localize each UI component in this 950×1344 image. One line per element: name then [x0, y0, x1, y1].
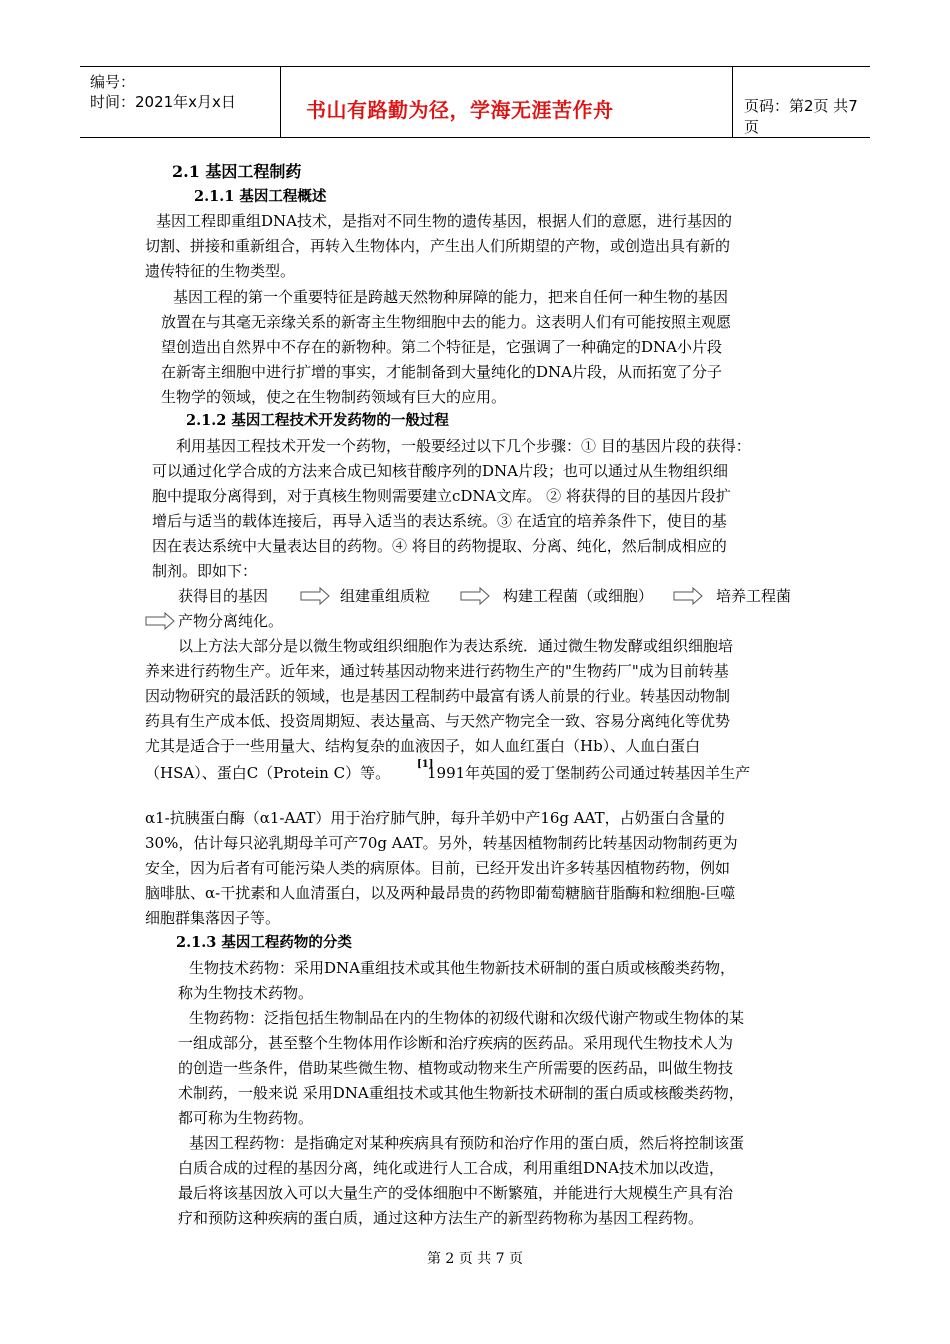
paragraph-line: 尤其是适合于一些用量大、结构复杂的血液因子，如人血红蛋白（Hb）、人血白蛋白 [145, 737, 701, 755]
paragraph-line: 利用基因工程技术开发一个药物，一般要经过以下几个步骤：① 目的基因片段的获得： [176, 437, 751, 455]
paragraph-line: 的创造一些条件，借助某些微生物、植物或动物来生产所需要的医药品，叫做生物技 [178, 1059, 734, 1077]
paragraph-line: 制剂。即如下： [152, 562, 258, 580]
paragraph-line: 胞中提取分离得到，对于真核生物则需要建立cDNA文库。 ② 将获得的目的基因片段扩 [152, 487, 731, 505]
header-page-cell [732, 67, 870, 137]
time-label: 时间：2021年x月x日 [90, 93, 236, 111]
flow-step-5: 产物分离纯化。 [178, 612, 284, 630]
paragraph-line: 最后将该基因放入可以大量生产的受体细胞中不断繁殖，并能进行大规模生产具有治 [178, 1184, 734, 1202]
flow-step-2: 组建重组质粒 [340, 587, 431, 605]
paragraph-line: （HSA）、蛋白C（Protein C）等。 [145, 764, 391, 782]
paragraph-line: 1991年英国的爱丁堡制药公司通过转基因羊生产 [427, 764, 751, 782]
paragraph-line: 因在表达系统中大量表达目的药物。④ 将目的药物提取、分离、纯化，然后制成相应的 [152, 537, 727, 555]
header-left-cell [80, 67, 281, 137]
paragraph-line: 生物技术药物：采用DNA重组技术或其他生物新技术研制的蛋白质或核酸类药物， [189, 959, 735, 977]
paragraph-line: 切割、拼接和重新组合，再转入生物体内，产生出人们所期望的产物，或创造出具有新的 [145, 237, 731, 255]
page-label: 页码：第2页 共7页 [744, 97, 858, 136]
paragraph-line: 生物学的领域，使之在生物制药领域有巨大的应用。 [161, 388, 507, 406]
paragraph-line: 可以通过化学合成的方法来合成已知核苷酸序列的DNA片段；也可以通过从生物组织细 [152, 462, 728, 480]
paragraph-line: 术制药，一般来说 采用DNA重组技术或其他生物新技术研制的蛋白质或核酸类药物， [178, 1084, 744, 1102]
paragraph-line: 基因工程即重组DNA技术，是指对不同生物的遗传基因，根据人们的意愿，进行基因的 [156, 212, 732, 230]
paragraph-line: 30%，估计每只泌乳期母羊可产70g AAT。另外，转基因植物制药比转基因动物制药更为 [145, 834, 738, 852]
paragraph-line: 一组成部分，甚至整个生物体用作诊断和治疗疾病的医药品。采用现代生物技术人为 [178, 1034, 734, 1052]
paragraph-line: 以上方法大部分是以微生物或组织细胞作为表达系统．通过微生物发酵或组织细胞培 [178, 637, 734, 655]
header-table [80, 66, 870, 138]
paragraph-line: 脑啡肽、α-干扰素和人血清蛋白，以及两种最昂贵的药物即葡萄糖脑苷脂酶和粒细胞-巨噬 [145, 884, 736, 902]
paragraph-line: 放置在与其毫无亲缘关系的新寄主生物细胞中去的能力。这表明人们有可能按照主观愿 [161, 313, 732, 331]
paragraph-line: 生物药物：泛指包括生物制品在内的生物体的初级代谢和次级代谢产物或生物体的某 [189, 1009, 745, 1027]
section-heading-2-1: 2.1 基因工程制药 [172, 162, 302, 181]
right-arrow-icon [145, 612, 175, 630]
flow-step-3: 构建工程菌（或细胞） [503, 587, 654, 605]
paragraph-line: 称为生物技术药物。 [178, 984, 314, 1002]
paragraph-line: 都可称为生物药物。 [178, 1109, 314, 1127]
paragraph-line: 安全，因为后者有可能污染人类的病原体。目前，已经开发出许多转基因植物药物，例如 [145, 859, 731, 877]
paragraph-line: 在新寄主细胞中进行扩增的事实，才能制备到大量纯化的DNA片段，从而拓宽了分子 [161, 363, 722, 381]
subsection-heading-2-1-3: 2.1.3 基因工程药物的分类 [176, 934, 352, 951]
paragraph-line: 白质合成的过程的基因分离，纯化或进行人工合成，利用重组DNA技术加以改造， [178, 1159, 724, 1177]
header-motto-cell [280, 67, 733, 137]
right-arrow-icon [300, 587, 330, 605]
paragraph-line: 增后与适当的载体连接后，再导入适当的表达系统。③ 在适宜的培养条件下，使目的基 [152, 512, 727, 530]
paragraph-line: 望创造出自然界中不存在的新物种。第二个特征是，它强调了一种确定的DNA小片段 [161, 338, 722, 356]
paragraph-line: 药具有生产成本低、投资周期短、表达量高、与天然产物完全一致、容易分离纯化等优势 [145, 712, 731, 730]
paragraph-line: 因动物研究的最活跃的领域，也是基因工程制药中最富有诱人前景的行业。转基因动物制 [145, 687, 731, 705]
citation-mark: [1] [417, 759, 434, 770]
paragraph-line: 遗传特征的生物类型。 [145, 262, 296, 280]
subsection-heading-2-1-1: 2.1.1 基因工程概述 [194, 188, 327, 205]
subsection-heading-2-1-2: 2.1.2 基因工程技术开发药物的一般过程 [186, 412, 449, 429]
motto: 书山有路勤为径，学海无涯苦作舟 [306, 98, 614, 122]
paragraph-line: α1-抗胰蛋白酶（α1-AAT）用于治疗肺气肿，每升羊奶中产16g AAT，占奶蛋白含量的 [145, 809, 725, 827]
paragraph-line: 疗和预防这种疾病的蛋白质，通过这种方法生产的新型药物称为基因工程药物。 [178, 1209, 704, 1227]
number-label: 编号： [90, 73, 136, 91]
flow-step-1: 获得目的基因 [178, 587, 269, 605]
paragraph-line: 养来进行药物生产。近年来，通过转基因动物来进行药物生产的"生物药厂"成为目前转基 [145, 662, 729, 680]
page-footer: 第 2 页 共 7 页 [426, 1251, 524, 1267]
paragraph-line: 基因工程的第一个重要特征是跨越天然物种屏障的能力，把来自任何一种生物的基因 [173, 288, 729, 306]
paragraph-line: 基因工程药物：是指确定对某种疾病具有预防和治疗作用的蛋白质，然后将控制该蛋 [189, 1134, 745, 1152]
paragraph-line: 细胞群集落因子等。 [145, 909, 281, 927]
right-arrow-icon [460, 587, 490, 605]
flow-step-4: 培养工程菌 [716, 587, 792, 605]
right-arrow-icon [673, 587, 703, 605]
